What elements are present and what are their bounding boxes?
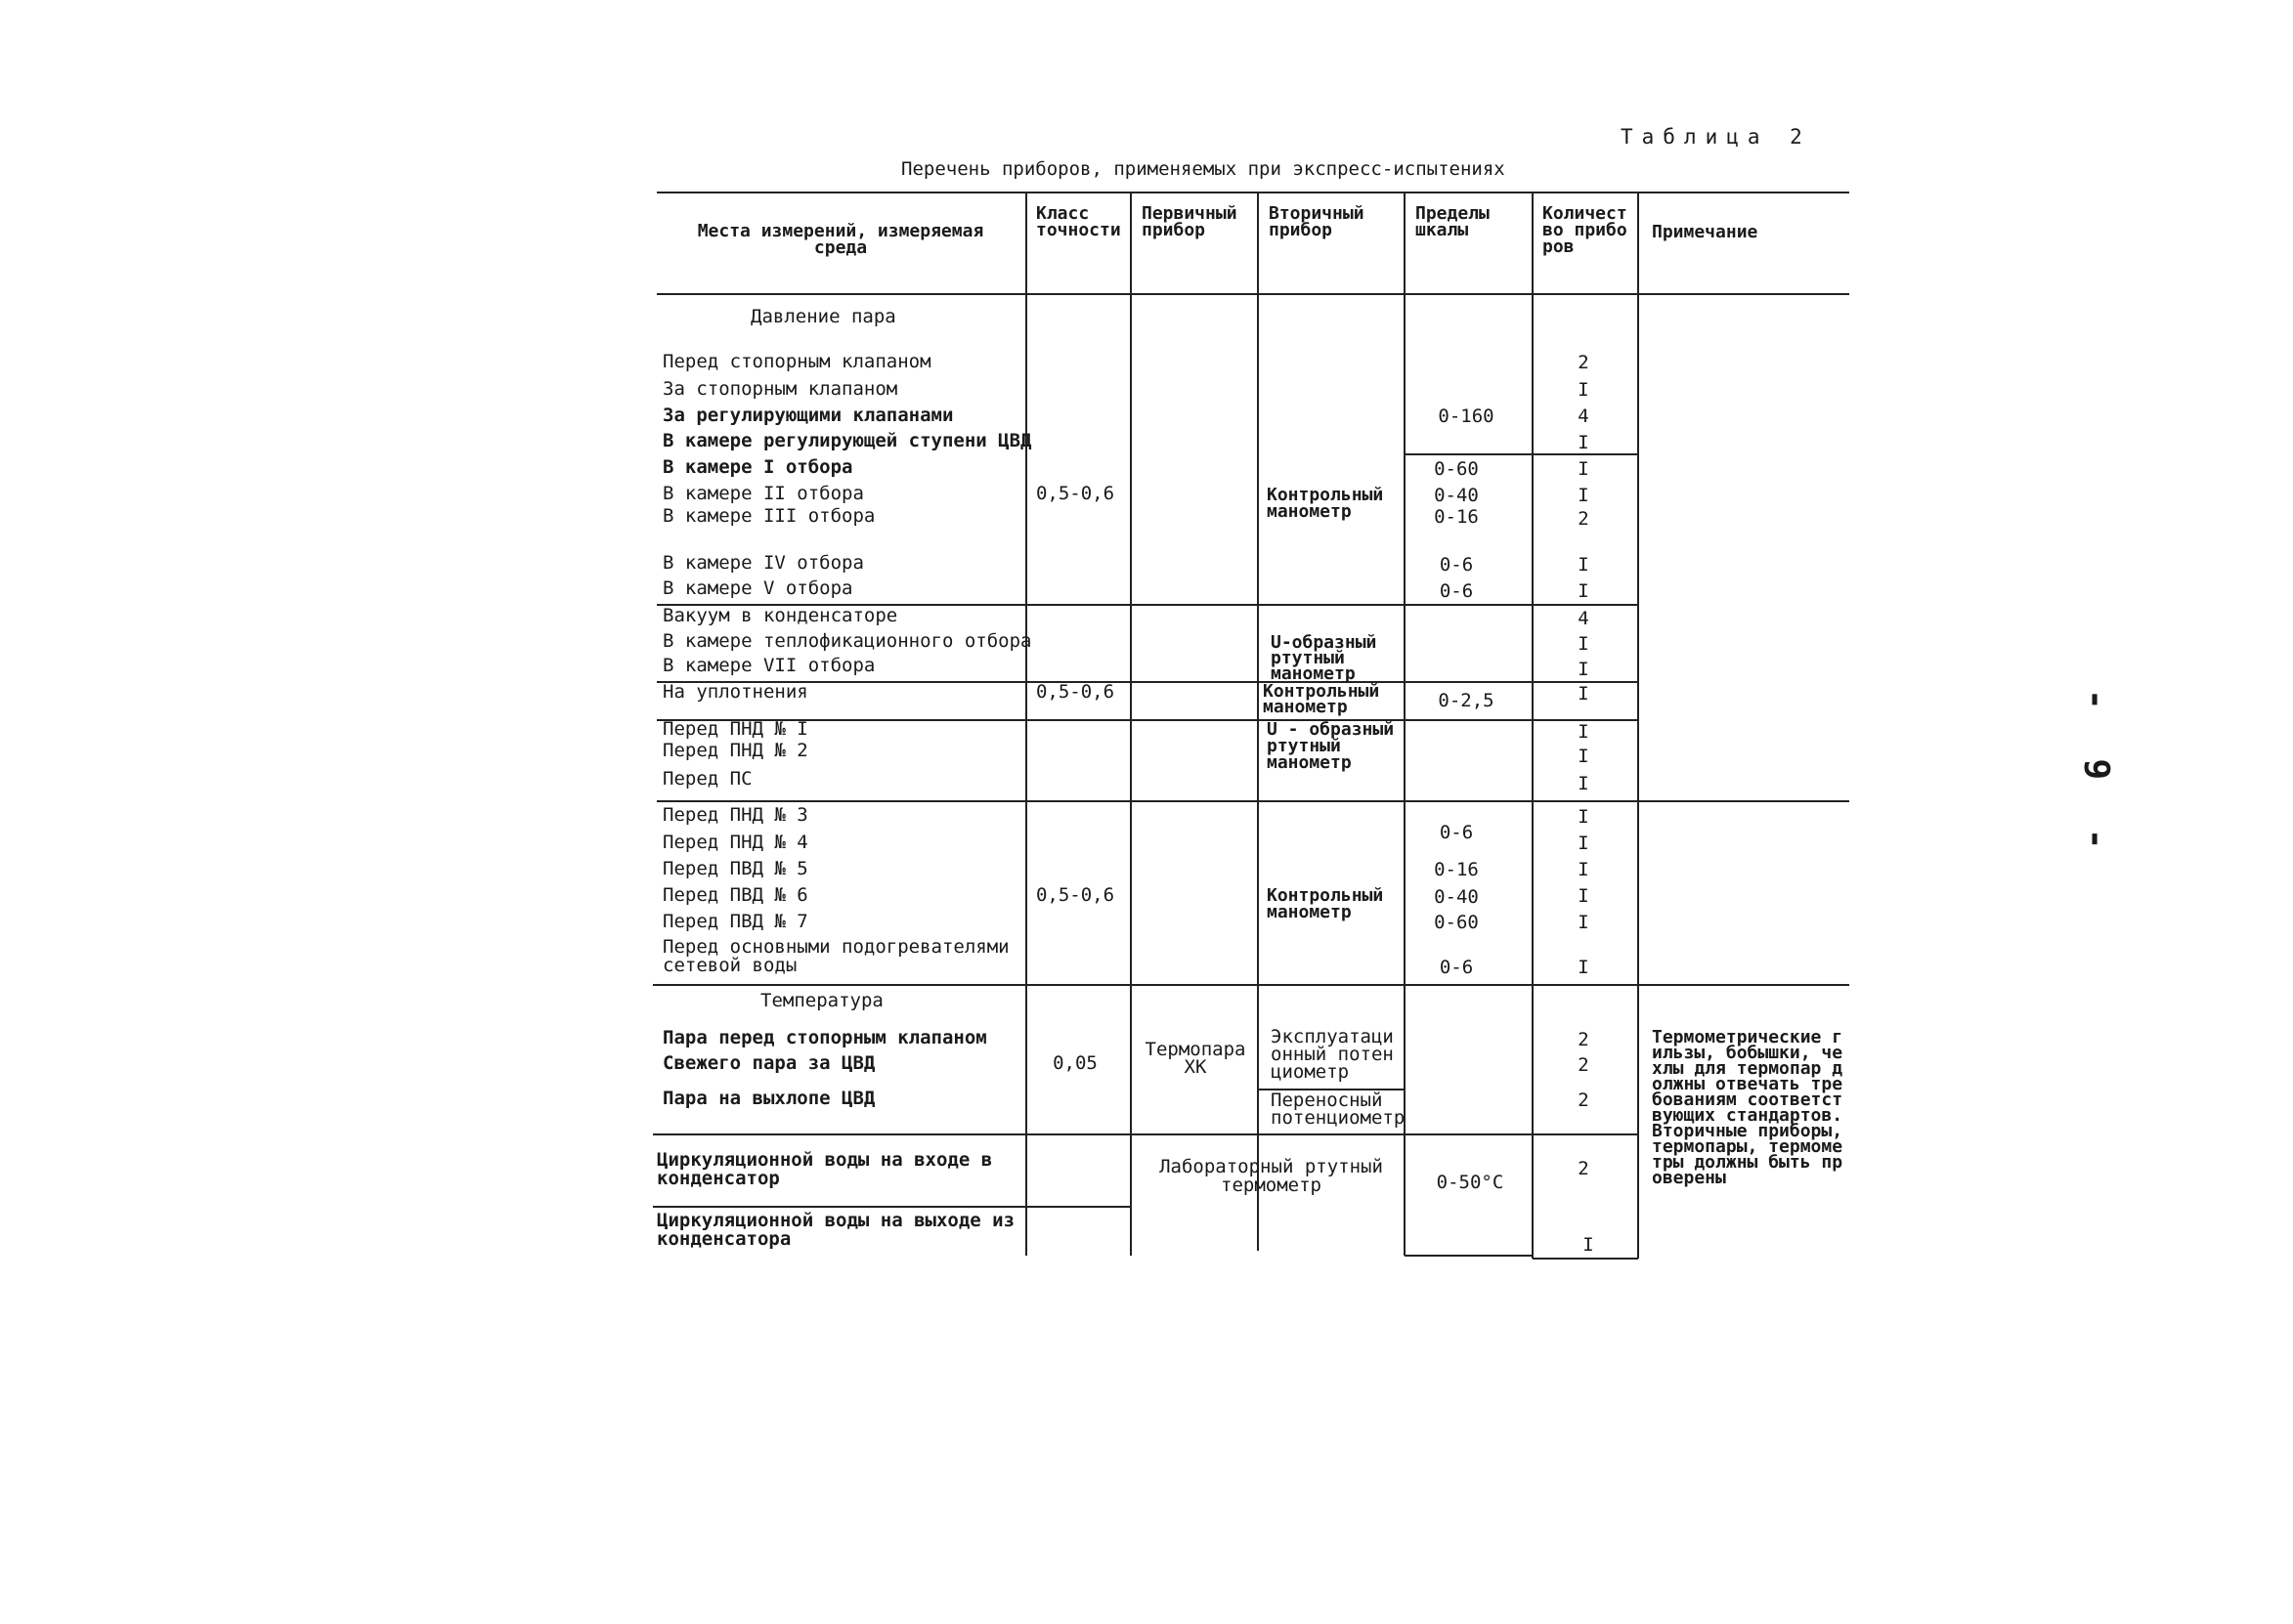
row-label: Пара перед стопорным клапаном <box>663 1027 987 1048</box>
count-value: I <box>1578 957 1589 978</box>
row-label: Перед ПНД № 3 <box>663 804 808 826</box>
row-label: За стопорным клапаном <box>663 378 898 400</box>
section-title-temperature: Температура <box>760 990 884 1011</box>
count-value: I <box>1578 458 1589 480</box>
count-value: I <box>1578 683 1589 705</box>
count-value: I <box>1578 859 1589 880</box>
accuracy-value: 0,5-0,6 <box>1035 483 1115 504</box>
row-label: В камере VII отбора <box>663 655 876 676</box>
count-value: I <box>1578 806 1589 828</box>
row-label: Перед ПНД № 4 <box>663 832 808 853</box>
secondary-instrument: Эксплуатационный потенциометр <box>1271 1026 1394 1083</box>
col-header-secondary: Вторичный прибор <box>1269 203 1364 240</box>
row-label: В камере III отбора <box>663 505 876 527</box>
count-value: 4 <box>1578 406 1589 427</box>
row-label: В камере регулирующей ступени ЦВД <box>663 430 1032 451</box>
count-value: I <box>1578 432 1589 453</box>
col-header-primary: Первичный прибор <box>1142 203 1237 240</box>
count-value: 4 <box>1578 608 1589 629</box>
count-value: I <box>1578 833 1589 854</box>
count-value: I <box>1578 912 1589 933</box>
secondary-instrument: U - образный ртутный манометр <box>1267 719 1395 773</box>
row-label: Перед стопорным клапаном <box>663 351 931 372</box>
scale-value: 0-16 <box>1434 506 1479 528</box>
row-label: Перед ПНД № I <box>663 718 808 740</box>
row-label: В камере IV отбора <box>663 552 864 574</box>
count-value: I <box>1578 659 1589 680</box>
accuracy-value: 0,5-0,6 <box>1035 681 1115 703</box>
col-header-count: Количество приборов <box>1542 203 1627 257</box>
page-number: - 9 - <box>2076 689 2116 864</box>
row-label: В камере теплофикационного отбора <box>663 630 1032 652</box>
accuracy-value: 0,05 <box>1053 1052 1098 1074</box>
row-label: Циркуляционной воды на выходе из конденсатора <box>657 1210 1016 1250</box>
count-value: 2 <box>1578 508 1589 530</box>
count-value: 2 <box>1578 1054 1589 1076</box>
scale-value: 0-6 <box>1439 822 1474 843</box>
count-value: 2 <box>1578 1090 1589 1111</box>
count-value: I <box>1578 721 1589 743</box>
table-caption: Перечень приборов, применяемых при экспресс-испытениях <box>901 158 1505 180</box>
section-title-pressure: Давление пара <box>751 306 896 327</box>
row-label: Свежего пара за ЦВД <box>663 1052 876 1074</box>
accuracy-value: 0,5-0,6 <box>1035 884 1115 906</box>
scale-value: 0-40 <box>1434 886 1479 908</box>
count-value: I <box>1578 746 1589 767</box>
count-value: I <box>1582 1234 1594 1256</box>
table-label: Таблица 2 <box>1621 125 1811 149</box>
count-value: 2 <box>1578 352 1589 373</box>
count-value: I <box>1578 580 1589 602</box>
scale-value: 0-40 <box>1434 485 1479 506</box>
row-label: Перед основными подогревателями сетевой воды <box>663 936 1010 976</box>
col-header-note: Примечание <box>1652 222 1758 242</box>
row-label: В камере II отбора <box>663 483 864 504</box>
row-label: Перед ПВД № 5 <box>663 858 808 879</box>
count-value: I <box>1578 379 1589 401</box>
secondary-instrument: Контрольный манометр <box>1263 681 1380 717</box>
secondary-instrument: Контрольный манометр <box>1267 885 1384 922</box>
secondary-instrument: Контрольный манометр <box>1267 485 1384 522</box>
count-value: I <box>1578 485 1589 506</box>
secondary-instrument: Переносный потенциометр <box>1271 1090 1406 1129</box>
count-value: 2 <box>1578 1158 1589 1179</box>
scale-value: 0-2,5 <box>1438 690 1494 711</box>
scale-value: 0-6 <box>1439 580 1474 602</box>
row-label: Вакуум в конденсаторе <box>663 605 898 626</box>
count-value: I <box>1578 633 1589 655</box>
row-label: Циркуляционной воды на входе в конденсатор <box>657 1149 993 1189</box>
scale-value: 0-160 <box>1438 406 1494 427</box>
row-label: В камере I отбора <box>663 456 853 478</box>
primary-instrument: Термопара ХК <box>1145 1039 1246 1078</box>
row-label: Перед ПС <box>663 768 753 790</box>
count-value: I <box>1578 773 1589 794</box>
row-label: Перед ПВД № 7 <box>663 911 808 932</box>
scale-value: 0-16 <box>1434 859 1479 880</box>
secondary-instrument: U-образный ртутный манометр <box>1271 632 1377 684</box>
row-label: За регулирующими клапанами <box>663 405 954 426</box>
count-value: I <box>1578 554 1589 576</box>
row-label: Пара на выхлопе ЦВД <box>663 1088 876 1109</box>
scale-value: 0-60 <box>1434 458 1479 480</box>
primary-instrument: Лабораторный ртутный термометр <box>1159 1156 1383 1196</box>
col-header-accuracy: Класс точности <box>1036 203 1121 240</box>
scale-value: 0-50°С <box>1436 1172 1504 1193</box>
scale-value: 0-60 <box>1434 912 1479 933</box>
scale-value: 0-6 <box>1439 554 1474 576</box>
scale-value: 0-6 <box>1439 957 1474 978</box>
note-text: Термометрические гильзы, бобышки, чехлы для термопар должны отвечать требованиям соответствующих стандартов. Вторичные приборы, термопары, термометры должны быть проверены <box>1652 1027 1843 1188</box>
count-value: 2 <box>1578 1029 1589 1050</box>
count-value: I <box>1578 885 1589 907</box>
col-header-place: Места измерений, измеряемая среда <box>697 221 984 258</box>
row-label: В камере V отбора <box>663 577 853 599</box>
row-label: На уплотнения <box>663 681 808 703</box>
row-label: Перед ПНД № 2 <box>663 740 808 761</box>
row-label: Перед ПВД № 6 <box>663 884 808 906</box>
col-header-scale: Пределы шкалы <box>1415 203 1490 240</box>
